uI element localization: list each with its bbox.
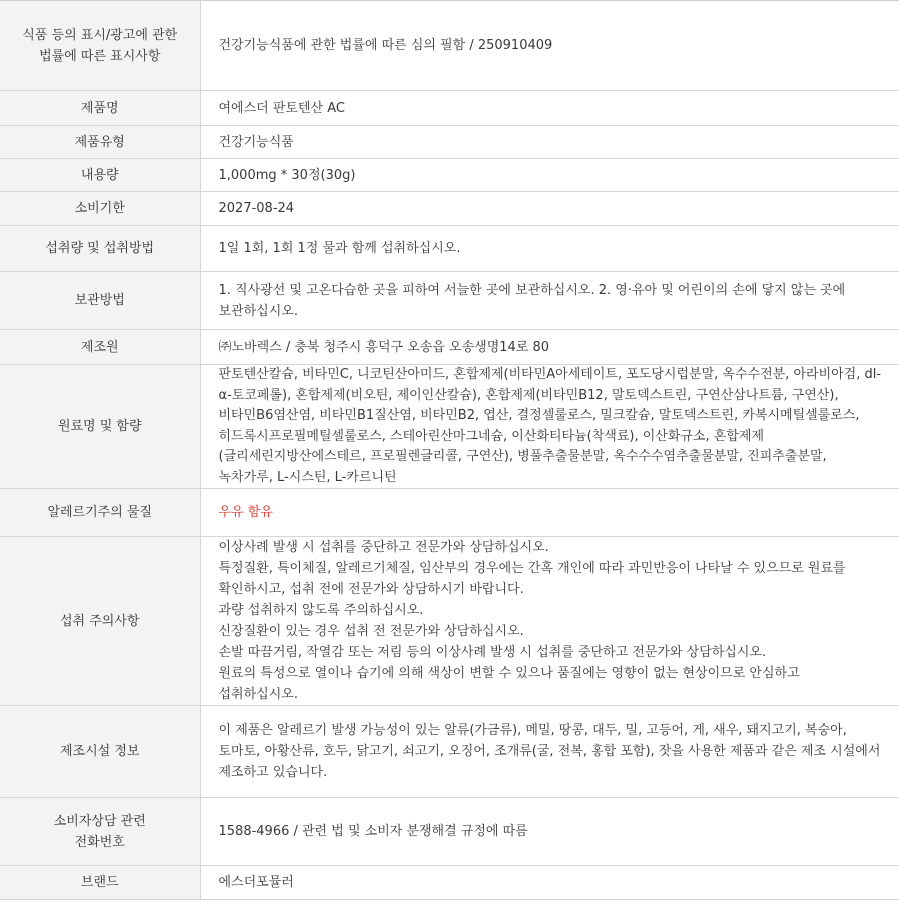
precaution-line: 손발 따끔거림, 작열감 또는 저림 등의 이상사례 발생 시 섭취를 중단하고 전문가와 상담하십시오. <box>218 645 767 660</box>
row-value-product-name: 여에스더 판토텐산 AC <box>200 91 899 126</box>
table-row <box>0 91 899 126</box>
row-label-content-amount: 내용량 <box>0 159 200 192</box>
table-row <box>0 706 899 798</box>
table-row <box>0 489 899 537</box>
row-value-consumer-phone: 1588-4966 / 관련 법 및 소비자 분쟁해결 규정에 따름 <box>200 798 899 866</box>
table-row <box>0 126 899 159</box>
row-value-allergen: 우유 함유 <box>200 489 899 537</box>
row-label-storage: 보관방법 <box>0 272 200 330</box>
table-row <box>0 798 899 866</box>
table-row <box>0 272 899 330</box>
row-value-legal-notice: 건강기능식품에 관한 법률에 따른 심의 필함 / 250910409 <box>200 1 899 91</box>
row-label-product-name: 제품명 <box>0 91 200 126</box>
precaution-line: 원료의 특성으로 열이나 습기에 의해 색상이 변할 수 있으나 품질에는 영향이 없는 현상이므로 안심하고 섭취하십시오. <box>218 666 800 702</box>
precaution-line: 과량 섭취하지 않도록 주의하십시오. <box>218 603 424 618</box>
table-row <box>0 365 899 489</box>
row-label-line: 소비자상담 관련 <box>53 813 146 829</box>
row-value-brand: 에스더포뮬러 <box>200 866 899 900</box>
table-row <box>0 1 899 91</box>
precaution-line: 이상사례 발생 시 섭취를 중단하고 전문가와 상담하십시오. <box>218 540 549 555</box>
row-label-precautions: 섭취 주의사항 <box>0 537 200 706</box>
row-value-content-amount: 1,000mg * 30정(30g) <box>200 159 899 192</box>
table-row <box>0 192 899 226</box>
row-label-legal-notice: 식품 등의 표시/광고에 관한 법률에 따른 표시사항 <box>0 1 200 91</box>
table-row <box>0 330 899 365</box>
row-value-manufacturer: ㈜노바렉스 / 충북 청주시 흥덕구 오송읍 오송생명14로 80 <box>200 330 899 365</box>
table-row <box>0 159 899 192</box>
row-value-storage: 1. 직사광선 및 고온다습한 곳을 피하여 서늘한 곳에 보관하십시오. 2. 영·유아 및 어린이의 손에 닿지 않는 곳에 보관하십시오. <box>200 272 899 330</box>
row-label-intake-method: 섭취량 및 섭취방법 <box>0 226 200 272</box>
row-label-expiry: 소비기한 <box>0 192 200 226</box>
table-row <box>0 866 899 900</box>
row-label-allergen: 알레르기주의 물질 <box>0 489 200 537</box>
table-row <box>0 537 899 706</box>
row-value-ingredients: 판토텐산칼슘, 비타민C, 니코틴산아미드, 혼합제제(비타민A아세테이트, 포도당시럽분말, 옥수수전분, 아라비아검, dl-α-토코페롤), 혼합제제(비오틴, 제이인산칼슘), 혼합제제(비타민B12, 말토덱스트린, 구연산삼나트륨, 구연산), 비타민B6염산염, 비타민B1질산염, 비타민B2, 엽산, 결정셀룰로스, 밀크칼슘, 말토덱스트린, 카복시메틸셀룰로스, 히드록시프로필메틸셀룰로스, 스테아린산마그네슘, 이산화티타늄(착색료), 이산화규소, 혼합제제(글리세린지방산에스테르, 프로필렌글리콜, 구연산), 병풀추출물분말, 옥수수수염추출물분말, 진피추출분말, 녹차가루, L-시스틴, L-카르니틴 <box>200 365 899 489</box>
row-label-ingredients: 원료명 및 함량 <box>0 365 200 489</box>
row-value-precautions <box>200 537 899 706</box>
row-label-consumer-phone <box>0 798 200 866</box>
row-label-facility: 제조시설 정보 <box>0 706 200 798</box>
row-value-expiry: 2027-08-24 <box>200 192 899 226</box>
table-row <box>0 226 899 272</box>
precaution-line: 신장질환이 있는 경우 섭취 전 전문가와 상담하십시오. <box>218 624 524 639</box>
row-value-intake-method: 1일 1회, 1회 1정 물과 함께 섭취하십시오. <box>200 226 899 272</box>
row-label-product-type: 제품유형 <box>0 126 200 159</box>
row-label-manufacturer: 제조원 <box>0 330 200 365</box>
row-label-brand: 브랜드 <box>0 866 200 900</box>
row-value-product-type: 건강기능식품 <box>200 126 899 159</box>
row-value-facility: 이 제품은 알레르기 발생 가능성이 있는 알류(가금류), 메밀, 땅콩, 대두, 밀, 고등어, 게, 새우, 돼지고기, 복숭아, 토마토, 아황산류, 호두, 닭고기, 쇠고기, 오징어, 조개류(굴, 전복, 홍합 포함), 잣을 사용한 제품과 같은 제조 시설에서 제조하고 있습니다. <box>200 706 899 798</box>
precaution-line: 특정질환, 특이체질, 알레르기체질, 임산부의 경우에는 간혹 개인에 따라 과민반응이 나타날 수 있으므로 원료를 확인하시고, 섭취 전에 전문가와 상담하시기 바랍니다. <box>218 561 846 597</box>
row-label-line: 전화번호 <box>74 834 125 850</box>
